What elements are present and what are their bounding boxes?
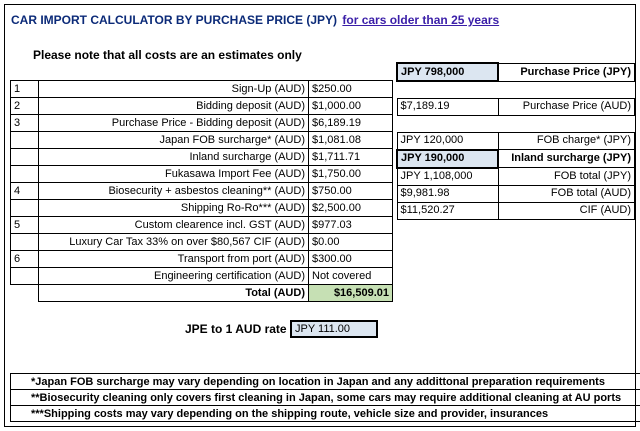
title-main: CAR IMPORT CALCULATOR BY PURCHASE PRICE (JPY): [11, 13, 338, 27]
cost-row-value: $1,000.00: [309, 98, 393, 115]
cost-row: [11, 115, 393, 132]
summary-row-fob-charge: [397, 132, 635, 150]
fob-total-aud-value: $9,981.98: [397, 185, 498, 202]
cost-row: [11, 200, 393, 217]
cif-value: $11,520.27: [397, 202, 498, 219]
cost-row-number: 4: [11, 183, 39, 200]
summary-row-purchase-jpy: [397, 63, 635, 81]
cost-row-label: Purchase Price - Bidding deposit (AUD): [39, 115, 309, 132]
cost-row-value: $1,750.00: [309, 166, 393, 183]
summary-row-fob-total-aud: [397, 185, 635, 202]
cost-row: [11, 251, 393, 268]
cost-row-label: Shipping Ro-Ro*** (AUD): [39, 200, 309, 217]
cost-row-value: $977.03: [309, 217, 393, 234]
purchase-jpy-input[interactable]: JPY 798,000: [397, 63, 498, 81]
cost-row-value: $2,500.00: [309, 200, 393, 217]
cost-row: [11, 132, 393, 149]
total-row: [11, 285, 393, 302]
cost-row: [11, 81, 393, 98]
purchase-jpy-label: Purchase Price (JPY): [498, 63, 635, 81]
cost-row-label: Custom clearence incl. GST (AUD): [39, 217, 309, 234]
footnote-2: **Biosecurity cleaning only covers first cleaning in Japan, some cars may require additional cleaning at AU ports: [11, 390, 640, 406]
summary-row-fob-total-jpy: [397, 168, 635, 186]
fob-total-jpy-value: JPY 1,108,000: [397, 168, 498, 186]
total-label: Total (AUD): [39, 285, 309, 302]
cost-row-label: Fukasawa Import Fee (AUD): [39, 166, 309, 183]
cost-table-body: [11, 81, 393, 285]
cost-row-label: Bidding deposit (AUD): [39, 98, 309, 115]
purchase-aud-value: $7,189.19: [397, 98, 498, 115]
cost-row-number: 1: [11, 81, 39, 98]
total-value[interactable]: $16,509.01: [309, 285, 393, 302]
estimate-note: Please note that all costs are an estimates only: [33, 48, 302, 62]
cost-row: [11, 268, 393, 285]
cost-table: [10, 80, 393, 302]
cost-row-value: $1,711.71: [309, 149, 393, 166]
summary-table: [396, 62, 635, 220]
fob-charge-label: FOB charge* (JPY): [498, 132, 635, 150]
cost-row-number: [11, 149, 39, 166]
cost-row-number: 2: [11, 98, 39, 115]
page-title: [11, 11, 499, 29]
cost-row-label: Luxury Car Tax 33% on over $80,567 CIF (AUD): [39, 234, 309, 251]
fob-charge-value: JPY 120,000: [397, 132, 498, 150]
rate-input[interactable]: JPY 111.00: [290, 320, 378, 338]
cost-row: [11, 183, 393, 200]
cost-row-value: $1,081.08: [309, 132, 393, 149]
cost-row: [11, 234, 393, 251]
cost-row-number: [11, 268, 39, 285]
footnotes-table: [10, 373, 640, 422]
cost-row: [11, 217, 393, 234]
cost-row-value: $0.00: [309, 234, 393, 251]
summary-row-cif: [397, 202, 635, 219]
cost-row-value: $6,189.19: [309, 115, 393, 132]
inland-label: Inland surcharge (JPY): [498, 150, 635, 168]
cost-row-value: $250.00: [309, 81, 393, 98]
cif-label: CIF (AUD): [498, 202, 635, 219]
cost-row-number: [11, 132, 39, 149]
cost-row: [11, 149, 393, 166]
cost-row-label: Engineering certification (AUD): [39, 268, 309, 285]
cost-row-number: [11, 200, 39, 217]
cost-row-value: $300.00: [309, 251, 393, 268]
cost-row-number: 6: [11, 251, 39, 268]
inland-input[interactable]: JPY 190,000: [397, 150, 498, 168]
cost-row-number: 3: [11, 115, 39, 132]
cost-row-label: Japan FOB surcharge* (AUD): [39, 132, 309, 149]
cost-row-value: Not covered: [309, 268, 393, 285]
cost-row-value: $750.00: [309, 183, 393, 200]
rate-label: JPE to 1 AUD rate: [185, 322, 287, 336]
fob-total-jpy-label: FOB total (JPY): [498, 168, 635, 186]
cost-row-label: Sign-Up (AUD): [39, 81, 309, 98]
summary-row-inland: [397, 150, 635, 168]
purchase-aud-label: Purchase Price (AUD): [498, 98, 635, 115]
cost-row-label: Inland surcharge (AUD): [39, 149, 309, 166]
title-sub: for cars older than 25 years: [342, 13, 500, 27]
summary-row-purchase-aud: [397, 98, 635, 115]
cost-row-label: Biosecurity + asbestos cleaning** (AUD): [39, 183, 309, 200]
footnote-3: ***Shipping costs may vary depending on the shipping route, vehicle size and provider, insurances: [11, 406, 640, 422]
footnote-1: *Japan FOB surcharge may vary depending on location in Japan and any addittonal preparation requirements: [11, 374, 640, 390]
cost-row-number: 5: [11, 217, 39, 234]
cost-row: [11, 98, 393, 115]
fob-total-aud-label: FOB total (AUD): [498, 185, 635, 202]
cost-row-label: Transport from port (AUD): [39, 251, 309, 268]
cost-row: [11, 166, 393, 183]
cost-row-number: [11, 234, 39, 251]
cost-row-number: [11, 166, 39, 183]
